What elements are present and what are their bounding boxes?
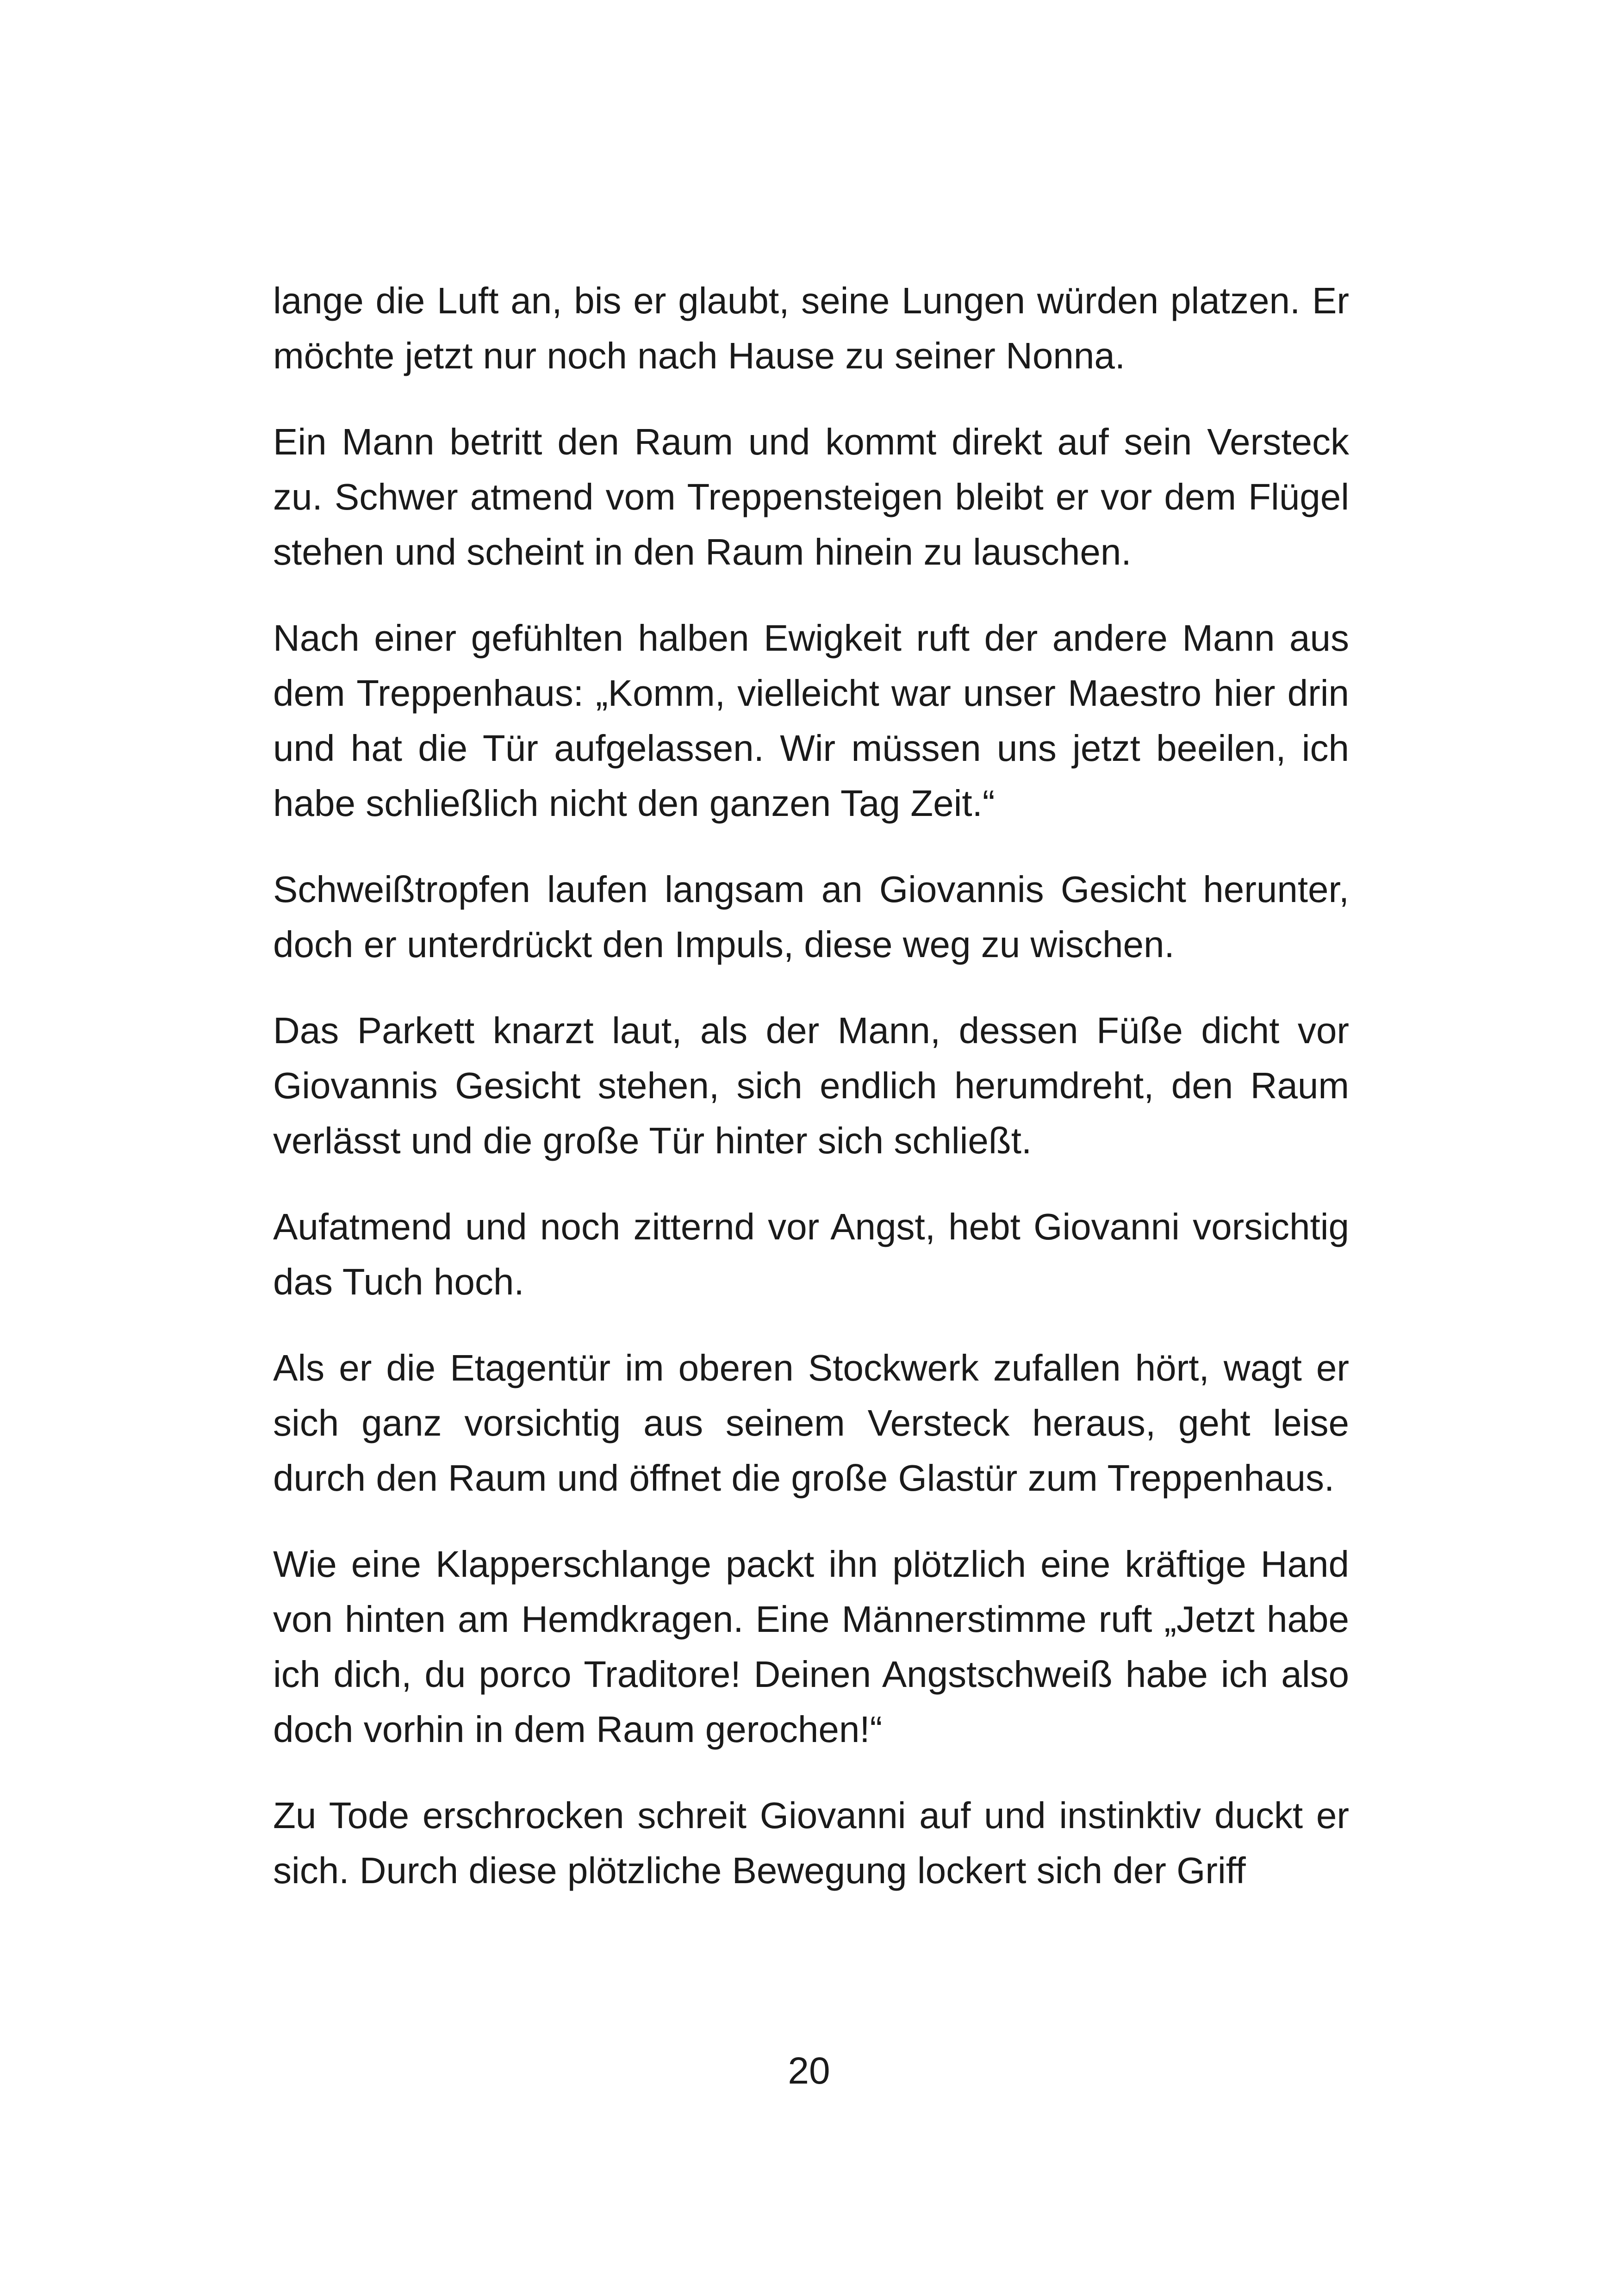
paragraph: Das Parkett knarzt laut, als der Mann, dessen Füße dicht vor Giovannis Gesicht stehen, sich endlich herumdreht, den Raum verlässt und die große Tür hinter sich schließt. xyxy=(273,1010,1349,1161)
paragraph: Als er die Etagentür im oberen Stockwerk zufallen hört, wagt er sich ganz vorsichtig aus seinem Versteck heraus, geht leise durch den Raum und öffnet die große Glastür zum Treppenhaus. xyxy=(273,1347,1349,1499)
paragraph: Nach einer gefühlten halben Ewigkeit ruft der andere Mann aus dem Treppenhaus: „Komm, vielleicht war unser Maestro hier drin und hat die Tür aufgelassen. Wir müssen uns jetzt beeilen, ich habe schließlich nicht den ganzen Tag Zeit.“ xyxy=(273,617,1349,824)
paragraph: Ein Mann betritt den Raum und kommt direkt auf sein Versteck zu. Schwer atmend vom Treppensteigen bleibt er vor dem Flügel stehen und scheint in den Raum hinein zu lauschen. xyxy=(273,421,1349,572)
paragraph: lange die Luft an, bis er glaubt, seine Lungen würden platzen. Er möchte jetzt nur noch nach Hause zu seiner Nonna. xyxy=(273,280,1349,376)
paragraph: Aufatmend und noch zitternd vor Angst, hebt Giovanni vorsichtig das Tuch hoch. xyxy=(273,1206,1349,1302)
page-number: 20 xyxy=(788,2050,830,2092)
paragraph: Zu Tode erschrocken schreit Giovanni auf und instinktiv duckt er sich. Durch diese plötzliche Bewegung lockert sich der Griff xyxy=(273,1795,1349,1891)
paragraph: Schweißtropfen laufen langsam an Giovannis Gesicht herunter, doch er unterdrückt den Impuls, diese weg zu wischen. xyxy=(273,869,1349,965)
paragraph: Wie eine Klapperschlange packt ihn plötzlich eine kräftige Hand von hinten am Hemdkragen. Eine Männerstimme ruft „Jetzt habe ich dich, du porco Traditore! Deinen Angstschweiß habe ich also doch vorhin in dem Raum gerochen!“ xyxy=(273,1543,1349,1750)
body-text xyxy=(273,273,1349,1898)
